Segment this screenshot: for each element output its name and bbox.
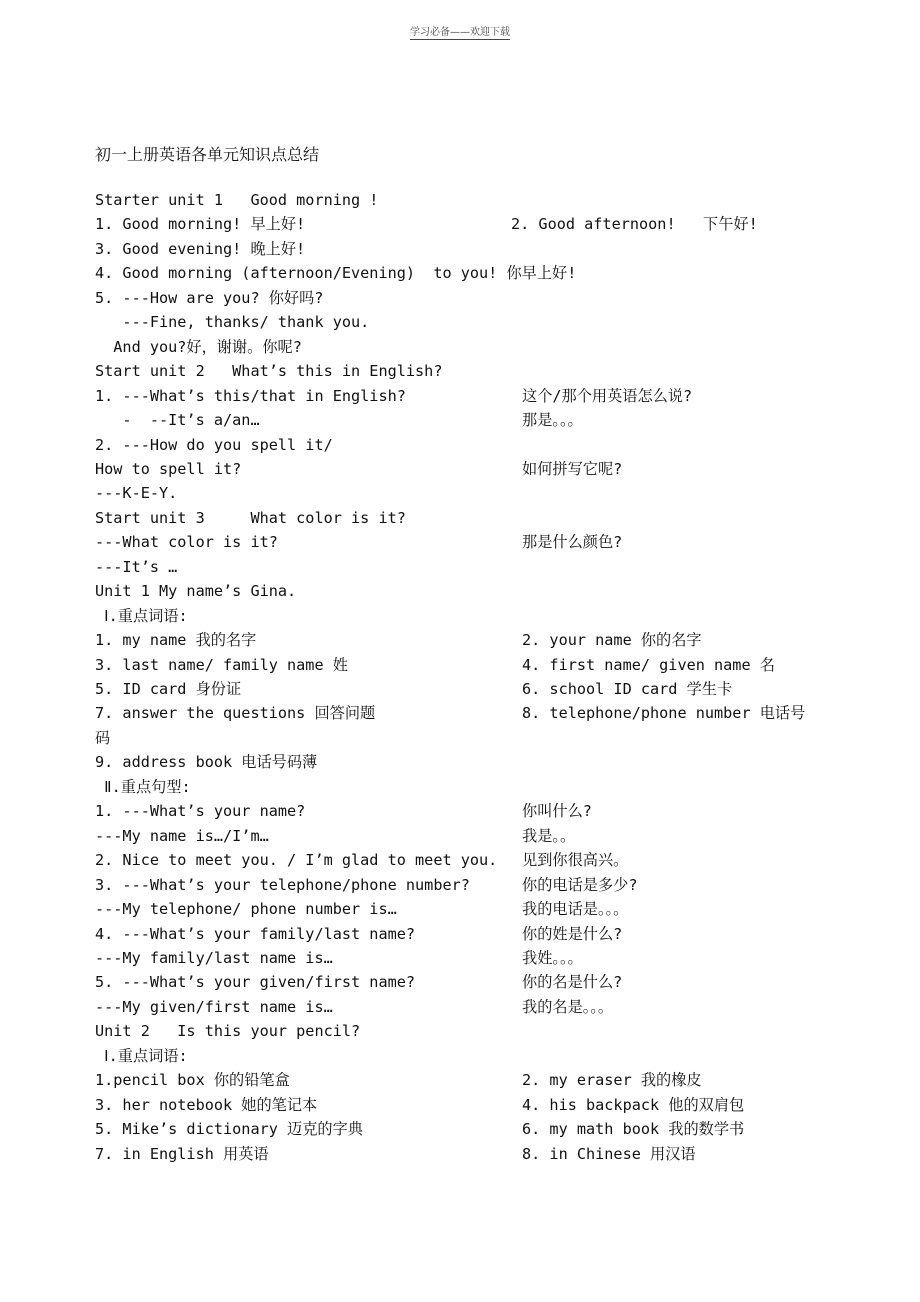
text-line-right: 我的名是。。。 [522,997,614,1016]
text-line-right: 你叫什么? [522,802,592,821]
text-line: ---It’s … [95,557,178,576]
text-line: ---K-E-Y. [95,484,178,503]
text-line-right: 我是。。 [522,826,576,845]
text-line: 5. ---What’s your given/first name? [95,973,416,992]
text-line-right: 8. telephone/phone number 电话号 [522,704,806,723]
text-line: ---My telephone/ phone number is… [95,900,397,919]
text-line: Start unit 2 What’s this in English? [95,362,443,381]
text-line: 7. answer the questions 回答问题 [95,704,376,723]
text-line: ---My family/last name is… [95,948,333,967]
text-line: 1. ---What’s your name? [95,802,306,821]
text-line-right: 见到你很高兴。 [522,851,629,870]
text-line-right: 4. first name/ given name 名 [522,655,775,674]
text-line-right: 你的姓是什么? [522,924,623,943]
text-line: 1. ---What’s this/that in English? [95,386,406,405]
text-line: 5. ---How are you? 你好吗? [95,288,324,307]
text-line: 码 [95,728,111,747]
text-line: ---Fine, thanks/ thank you. [95,313,370,332]
text-line: 3. Good evening! 晚上好! [95,239,306,258]
text-line: 5. Mike’s dictionary 迈克的字典 [95,1120,363,1139]
text-line-right: 如何拼写它呢? [522,459,623,478]
text-line: 7. in English 用英语 [95,1144,269,1163]
document-title: 初一上册英语各单元知识点总结 [95,145,320,164]
text-line-right: 2. Good afternoon! 下午好! [511,215,758,234]
text-line: ---My name is…/I’m… [95,826,269,845]
text-line-right: 我的电话是。。。 [522,900,629,919]
text-line: 9. address book 电话号码薄 [95,753,318,772]
text-line-right: 6. school ID card 学生卡 [522,680,733,698]
text-line: And you?好，谢谢。你呢? [95,337,302,356]
text-line: 4. ---What’s your family/last name? [95,924,416,943]
text-line: Start unit 3 What color is it? [95,508,406,527]
text-line: Unit 2 Is this your pencil? [95,1022,361,1041]
text-line: How to spell it? [95,459,242,478]
text-line-right: 8. in Chinese 用汉语 [522,1144,696,1163]
text-line: Ⅱ.重点句型: [95,777,191,796]
text-line: Starter unit 1 Good morning ! [95,191,379,209]
text-line-right: 这个/那个用英语怎么说? [522,386,693,405]
text-line: Ⅰ.重点词语: [95,606,188,625]
text-line-right: 你的电话是多少? [522,875,638,894]
text-line: 3. ---What’s your telephone/phone number? [95,875,470,894]
text-line-right: 2. my eraser 我的橡皮 [522,1071,702,1090]
header-text: 学习必备——欢迎下载 [410,27,510,38]
text-line: ---What color is it? [95,533,278,552]
text-line: 2. ---How do you spell it/ [95,435,333,454]
text-line-right: 我姓。。。 [522,948,583,967]
text-line: Ⅰ.重点词语: [95,1046,188,1065]
text-line: 1.pencil box 你的铅笔盒 [95,1071,290,1090]
text-line: 3. her notebook 她的笔记本 [95,1095,318,1114]
text-line-right: 2. your name 你的名字 [522,631,702,650]
text-line: 1. Good morning! 早上好! [95,215,306,234]
text-line-right: 那是。。。 [522,411,583,430]
text-line-right: 你的名是什么? [522,973,623,992]
text-line: Unit 1 My name’s Gina. [95,582,297,601]
text-line: 3. last name/ family name 姓 [95,655,348,674]
text-line: 1. my name 我的名字 [95,631,257,650]
text-line-right: 6. my math book 我的数学书 [522,1120,745,1139]
text-line-right: 那是什么颜色? [522,533,623,552]
text-line-right: 4. his backpack 他的双肩包 [522,1095,745,1114]
text-line: 2. Nice to meet you. / I’m glad to meet you. [95,851,498,870]
text-line: ---My given/first name is… [95,997,333,1016]
text-line: - --It’s a/an… [95,411,260,430]
text-line: 5. ID card 身份证 [95,680,242,698]
text-line: 4. Good morning (afternoon/Evening) to you! 你早上好! [95,264,577,283]
